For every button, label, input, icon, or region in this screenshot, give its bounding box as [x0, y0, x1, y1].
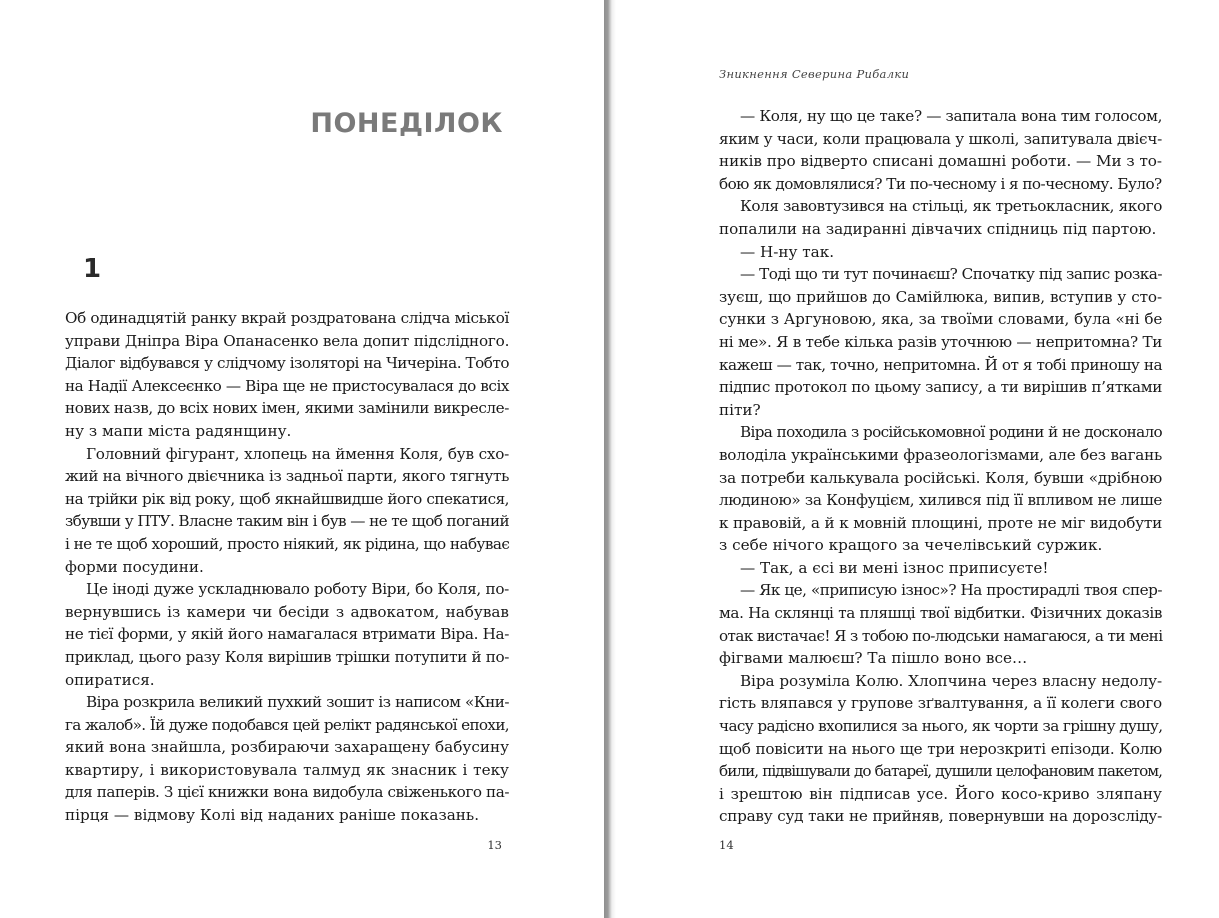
right-page [616, 0, 1219, 918]
text-line: — Тоді що ти тут починаєш? Спочатку під запис розка- [740, 265, 1162, 284]
text-line: на Надії Алексеєнко — Віра ще не пристосувалася до всіх [65, 376, 509, 395]
chapter-title: ПОНЕДІЛОК [310, 108, 503, 139]
text-line: опиратися. [65, 670, 155, 689]
text-line: з себе нічого кращого за чечелівський суржик. [719, 536, 1103, 555]
page-number-right: 14 [719, 838, 734, 852]
running-head: Зникнення Северина Рибалки [719, 67, 910, 81]
text-line: форми посудини. [65, 557, 204, 576]
text-line: Головний фігурант, хлопець на ймення Коля, був схо- [86, 444, 509, 463]
text-line: для паперів. З цієї книжки вона видобула свіженького па- [65, 783, 509, 802]
text-line: щоб повісити на нього ще три нерозкриті епізоди. Колю [719, 739, 1162, 758]
text-line: Віра походила з російськомовної родини й не досконало [740, 423, 1162, 442]
text-line: кажеш — так, точно, непритомна. Й от я тобі приношу на [719, 355, 1162, 374]
text-line: часу радісно вхопилися за нього, як чорти за грішну душу, [719, 717, 1163, 736]
text-line: ну з мапи міста радянщину. [65, 421, 292, 440]
text-line: ників про відверто списані домашні роботи. — Ми з то- [719, 152, 1162, 171]
book-gutter [604, 0, 616, 918]
text-line: приклад, цього разу Коля вирішив трішки потупити й по- [65, 647, 509, 666]
right-page-text [719, 105, 1162, 828]
text-line: бою як домовлялися? Ти по-чесному і я по-чесному. Було? [719, 174, 1162, 193]
text-line: отак вистачає! Я з тобою по-людськи намагаюся, а ти мені [719, 626, 1163, 645]
text-line: били, підвішували до батареї, душили целофановим пакетом, [719, 762, 1162, 781]
text-line: підпис протокол по цьому запису, а ти вирішив п’ятками [719, 378, 1162, 397]
text-line: не тієї форми, у якій його намагалася втримати Віра. На- [65, 625, 509, 644]
text-line: жий на вічного двієчника із задньої парти, якого тягнуть [65, 467, 509, 486]
text-line: який вона знайшла, розбираючи захаращену бабусину [65, 738, 510, 757]
text-line: сунки з Аргуновою, яка, за твоїми словами, була «ні бе [719, 310, 1163, 329]
text-line: ма. На склянці та пляшці твої відбитки. Фізичних доказів [719, 604, 1162, 623]
text-line: — Так, а єсі ви мені ізнос приписуєте! [740, 558, 1049, 577]
text-line: Це іноді дуже ускладнювало роботу Віри, бо Коля, по- [86, 580, 509, 599]
page-number-left: 13 [487, 838, 502, 852]
text-line: — Н-ну так. [740, 242, 835, 261]
text-line: володіла українськими фразеологізмами, але без вагань [719, 445, 1162, 464]
text-line: і не те щоб хороший, просто ніякий, як рідина, що набуває [65, 534, 510, 553]
text-line: управи Дніпра Віра Опанасенко вела допит підслідного. [65, 331, 510, 350]
left-page-text [65, 307, 509, 827]
text-line: Віра розуміла Колю. Хлопчина через власну недолу- [740, 671, 1162, 690]
text-line: попалили на задиранні дівчачих спідниць під партою. [719, 219, 1157, 238]
text-line: ні ме». Я в тебе кілька разів уточнюю — непритомна? Ти [719, 332, 1162, 351]
text-line: га жалоб». Їй дуже подобався цей релікт радянської епохи, [65, 715, 509, 734]
text-line: за потреби калькувала російські. Коля, бувши «дрібною [719, 468, 1162, 487]
text-line: піти? [719, 400, 761, 419]
text-line: фігвами малюєш? Та пішло воно все… [719, 649, 1028, 668]
text-line: нових назв, до всіх нових імен, якими замінили викресле- [65, 399, 509, 418]
text-line: гість вляпався у групове зґвалтування, а її колеги свого [719, 694, 1162, 713]
text-line: Об одинадцятій ранку вкрай роздратована слідча міської [65, 309, 509, 327]
text-line: справу суд таки не прийняв, повернувши на дорозсліду- [719, 807, 1162, 826]
text-line: збувши у ПТУ. Власне таким він і був — не те щоб поганий [65, 512, 509, 531]
left-page [0, 0, 604, 918]
text-line: зуєш, що прийшов до Самійлюка, випив, вступив у сто- [719, 287, 1162, 306]
text-line: пірця — відмову Колі від наданих раніше показань. [65, 806, 480, 825]
text-line: квартиру, і використовувала талмуд як знасник і теку [65, 760, 509, 779]
text-line: вернувшись із камери чи бесіди з адвокатом, набував [65, 602, 509, 621]
text-line: — Як це, «приписую ізнос»? На простирадлі твоя спер- [740, 581, 1162, 600]
text-line: Діалог відбувався у слідчому ізоляторі на Чичеріна. Тобто [65, 354, 509, 373]
text-line: к правовій, а й к мовній площині, проте не міг видобути [719, 513, 1162, 532]
text-line: яким у часи, коли працювала у школі, запитувала двієч- [719, 129, 1162, 148]
text-line: Віра розкрила великий пухкий зошит із написом «Кни- [86, 693, 509, 712]
text-line: людиною» за Конфуцієм, хилився під її впливом не лише [719, 491, 1162, 510]
text-line: на трійки рік від року, щоб якнайшвидше його спекатися, [65, 489, 509, 508]
text-line: і зрештою він підписав усе. Його косо-криво зляпану [719, 784, 1162, 803]
section-number: 1 [83, 254, 102, 284]
text-line: Коля завовтузився на стільці, як третьокласник, якого [740, 197, 1162, 216]
text-line: — Коля, ну що це таке? — запитала вона тим голосом, [740, 107, 1163, 125]
